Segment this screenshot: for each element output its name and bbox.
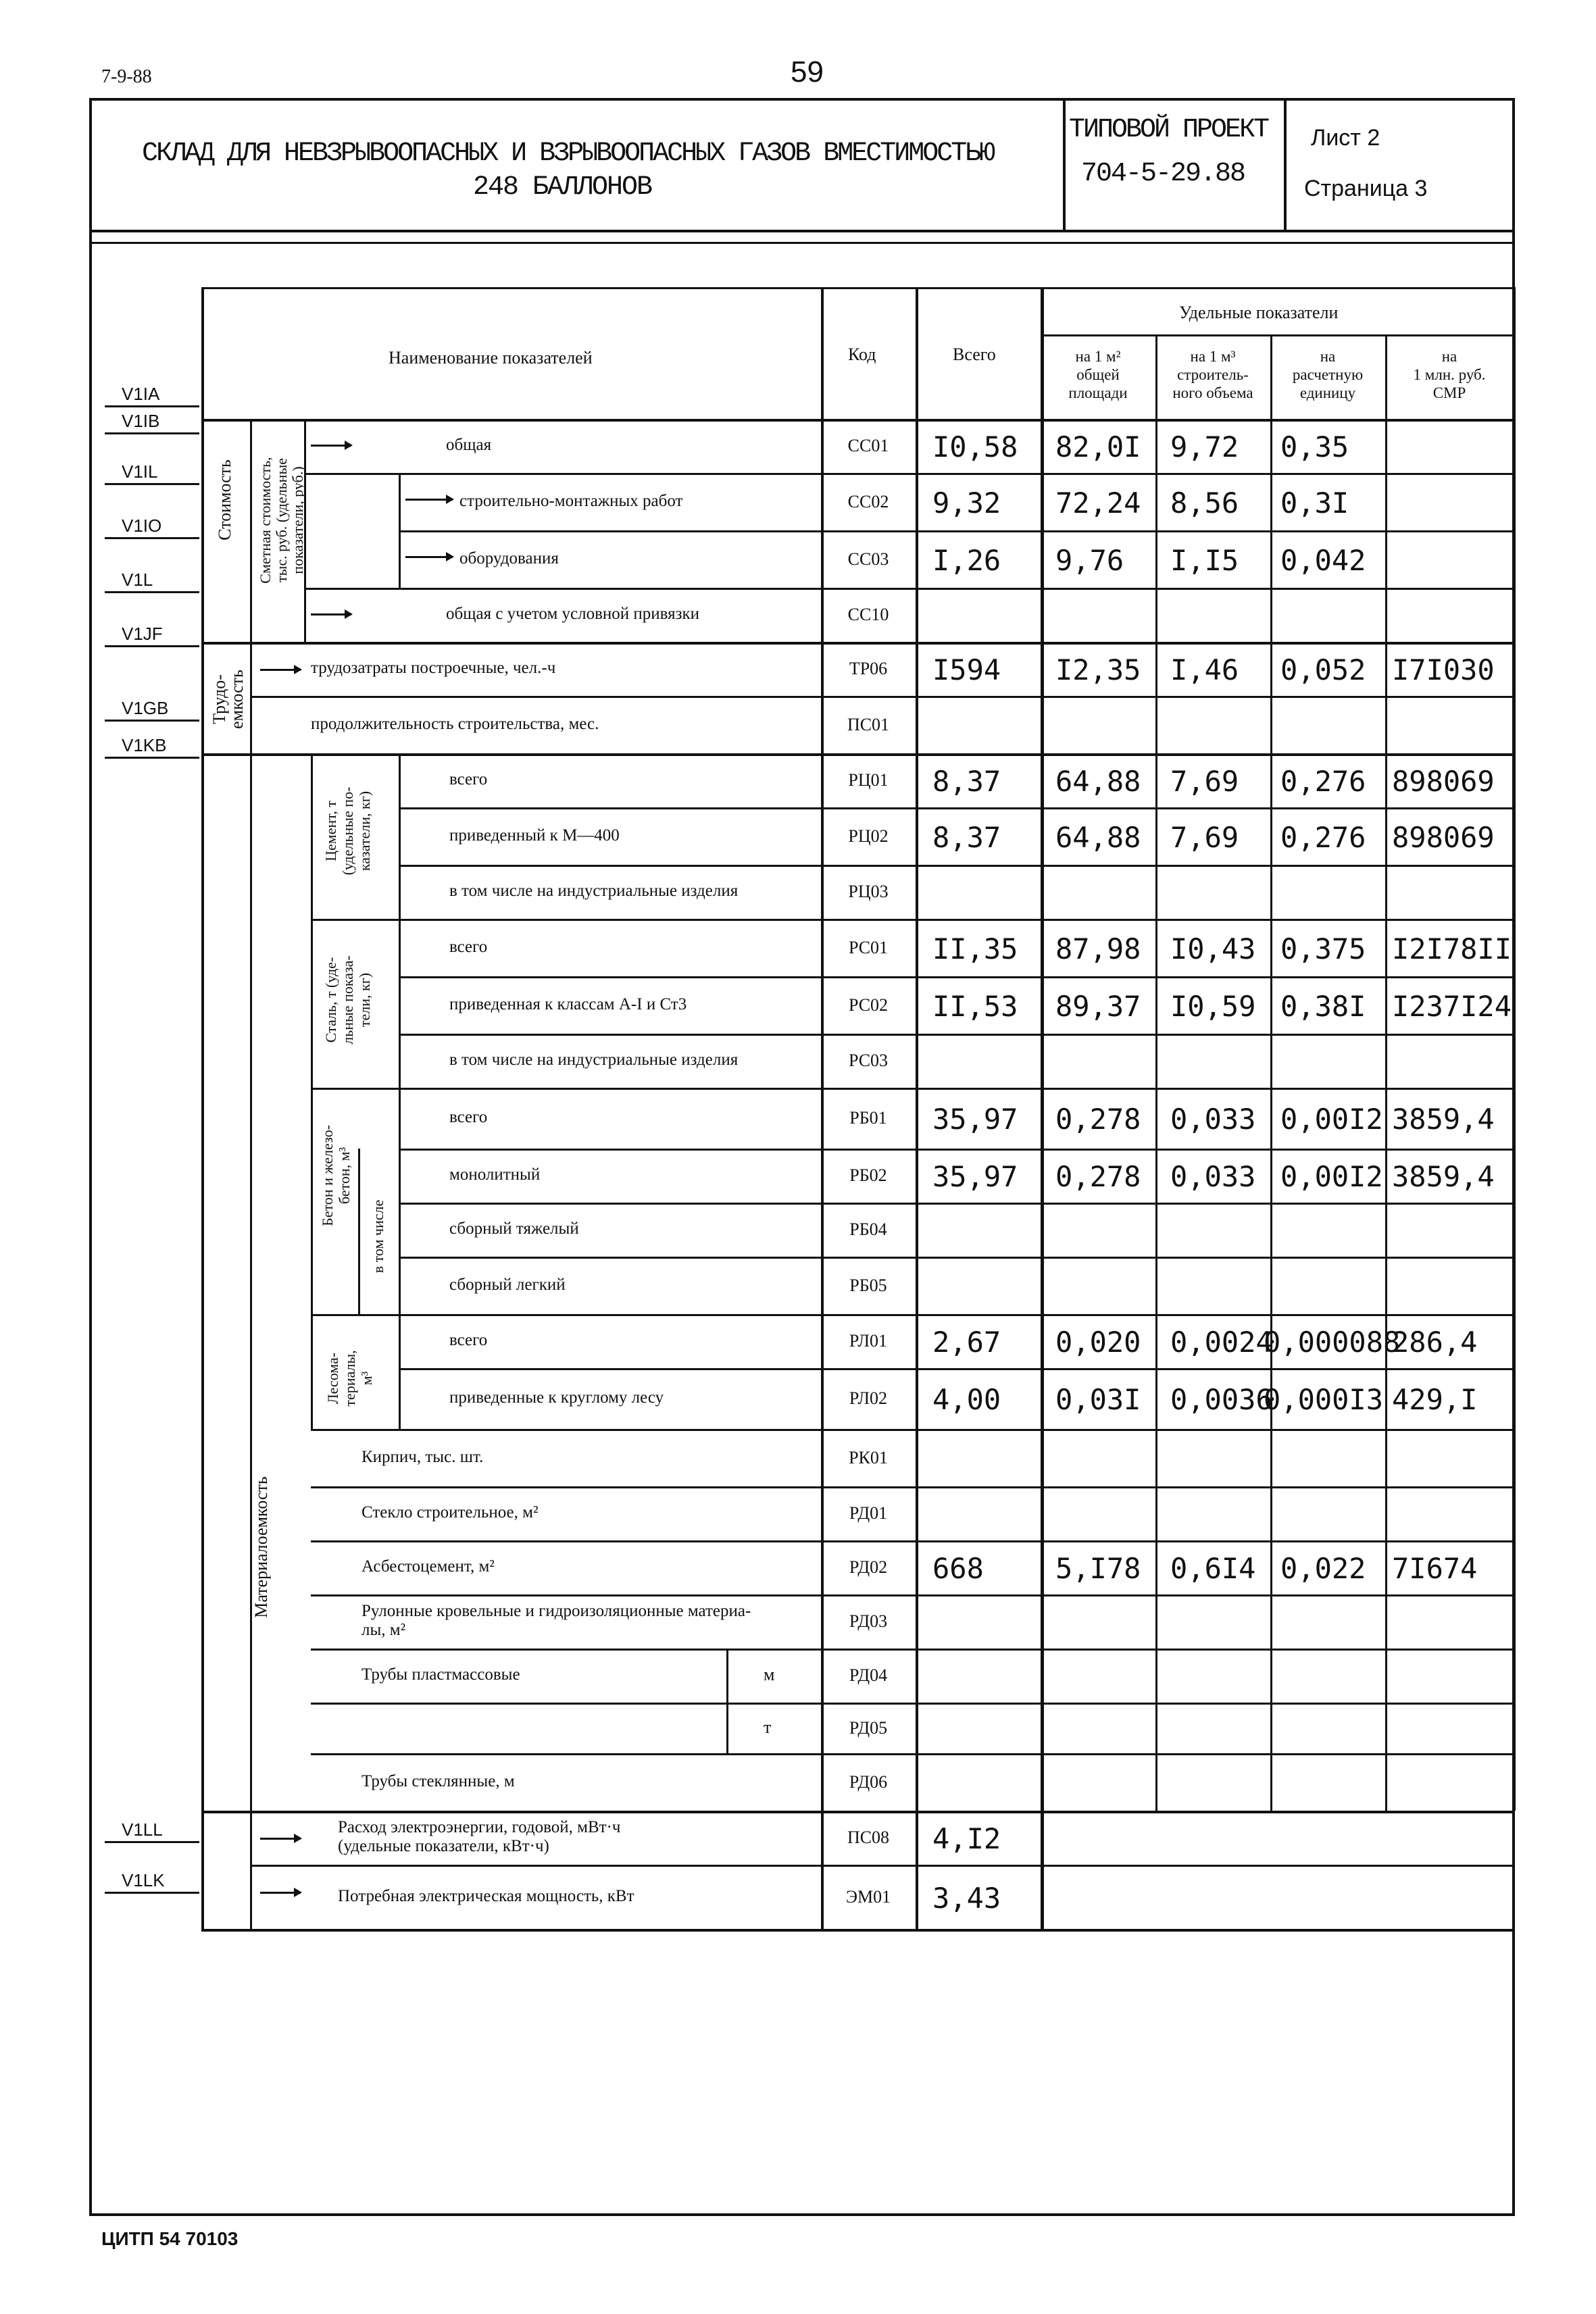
header-per-mln-l1: на (1441, 348, 1457, 365)
row-name: Асбестоцемент, м² (361, 1557, 495, 1576)
row-line (399, 1149, 1514, 1151)
leader-arrow (405, 556, 453, 558)
row-line (399, 1429, 1514, 1431)
row-code: РД04 (849, 1665, 888, 1685)
row-name: всего (449, 1331, 488, 1349)
side-code: V1KB (122, 735, 167, 755)
row-unit: 0,3I (1280, 486, 1349, 520)
header-per-m3-l1: на 1 м³ (1190, 348, 1236, 365)
inner-separator (89, 242, 1515, 244)
document-title-line1: СКЛАД ДЛЯ НЕВЗРЫВООПАСНЫХ И ВЗРЫВООПАСНЫХ ГАЗОВ ВМЕСТИМОСТЬЮ (142, 139, 994, 169)
row-m3: 0,0036 (1170, 1383, 1273, 1416)
row-line (399, 1314, 1514, 1316)
row-line (311, 1811, 1514, 1813)
document-title-line2: 248 БАЛЛОНОВ (473, 172, 652, 203)
material-sub-divider (311, 753, 313, 919)
row-code: ПС01 (847, 714, 890, 734)
row-unit: 0,042 (1280, 543, 1366, 577)
group-steel-l1: Сталь, т (уде- (322, 957, 339, 1043)
row-name-line2: (удельные показатели, кВт·ч) (338, 1837, 549, 1855)
row-code: РБ01 (849, 1108, 887, 1128)
row-name-line1: Рулонные кровельные и гидроизоляционные материа- (361, 1602, 751, 1620)
row-mln: I237I24 (1392, 989, 1512, 1023)
row-code: РС01 (848, 937, 889, 957)
row-unit: 0,38I (1280, 989, 1366, 1023)
side-code: V1IA (122, 384, 160, 404)
row-mln: 898069 (1392, 820, 1495, 854)
row-code: РД06 (849, 1771, 888, 1792)
row-code: ПС08 (847, 1828, 890, 1847)
table-bottom-border (201, 1929, 1514, 1932)
row-m2: 87,98 (1055, 932, 1141, 965)
row-name: приведенные к круглому лесу (449, 1388, 664, 1407)
side-code: V1IL (122, 461, 158, 482)
row-unit: 0,000088 (1264, 1326, 1401, 1359)
row-m2: 0,03I (1055, 1383, 1141, 1416)
group-concrete-l1: Бетон и железо- (319, 1125, 336, 1226)
group-cost-sub-l1: Сметная стоимость, (257, 457, 274, 584)
row-line (250, 696, 1514, 698)
side-code-underline (105, 757, 199, 759)
row-line (399, 976, 1514, 978)
row-line (399, 530, 1514, 532)
group-cement-l3: казатели, кг) (356, 790, 373, 872)
row-total: 35,97 (932, 1160, 1018, 1193)
material-sub-divider (311, 1088, 313, 1314)
row-name-line1: Расход электроэнергии, годовой, мВт·ч (338, 1818, 621, 1836)
row-m2: 72,24 (1055, 486, 1141, 520)
row-line (399, 1034, 1514, 1036)
page-label: Страница 3 (1304, 176, 1428, 201)
footer-code: ЦИТП 54 70103 (101, 2228, 239, 2249)
row-m2: 0,278 (1055, 1103, 1141, 1136)
row-line (311, 1703, 1514, 1705)
leader-arrow (311, 445, 351, 447)
header-name: Наименование показателей (389, 348, 593, 368)
row-code: РБ02 (849, 1165, 887, 1185)
group-cement-l1: Цемент, т (322, 801, 339, 861)
row-m2: 64,88 (1055, 765, 1141, 798)
header-per-m2-l2: общей (1076, 366, 1120, 383)
leader-arrow (260, 1838, 301, 1840)
concrete-incl-divider (358, 1149, 360, 1314)
leader-arrow (311, 613, 351, 615)
group-steel-l3: тели, кг) (356, 972, 373, 1028)
row-name: в том числе на индустриальные изделия (449, 882, 739, 900)
row-unit: 0,052 (1280, 653, 1366, 686)
group-timber-l1: Лесома- (324, 1352, 341, 1405)
row-m2: 89,37 (1055, 989, 1141, 1023)
doc-code: 7-9-88 (101, 66, 152, 87)
row-line (399, 865, 1514, 867)
row-line (311, 1540, 1514, 1542)
group-line-cost (201, 642, 1514, 645)
title-divider-2 (1284, 98, 1287, 232)
project-number: 704-5-29.88 (1081, 159, 1245, 189)
group-cement-l2: (удельные по- (339, 786, 356, 876)
group-labor-l2: емкость (227, 670, 247, 729)
mln-col-left (1385, 334, 1387, 1811)
header-per-m3-l3: ного объема (1172, 384, 1253, 401)
row-name: общая (446, 436, 492, 454)
row-m3: I0,59 (1170, 989, 1256, 1023)
row-name: оборудования (459, 549, 559, 568)
row-line (311, 1753, 1514, 1755)
total-col-left (916, 287, 918, 1929)
row-total: 4,00 (932, 1383, 1001, 1416)
header-code: Код (848, 345, 876, 364)
side-code: V1LK (122, 1870, 165, 1890)
side-code-underline (105, 720, 199, 722)
row-code: РС02 (848, 995, 889, 1015)
row-total: 2,67 (932, 1326, 1001, 1359)
side-code-underline (105, 1841, 199, 1843)
row-m3: 9,72 (1170, 430, 1239, 463)
row-mln: 429,I (1392, 1383, 1478, 1416)
row-m2: 5,I78 (1055, 1552, 1141, 1585)
row-mln: 286,4 (1392, 1326, 1478, 1359)
row-code: РД02 (849, 1557, 888, 1577)
row-code: РЦ01 (848, 770, 889, 790)
row-code: РБ04 (849, 1219, 887, 1239)
row-unit: 0,00I2 (1280, 1160, 1383, 1193)
row-line (399, 1203, 1514, 1205)
row-m3: 0,033 (1170, 1160, 1256, 1193)
row-unit: 0,375 (1280, 932, 1366, 965)
row-code: РС03 (848, 1051, 889, 1070)
group-material-label: Материалоемкость (251, 1476, 271, 1618)
group-timber-l2: териалы, (341, 1350, 358, 1407)
row-name: строительно-монтажных работ (459, 491, 683, 510)
side-code: V1L (122, 570, 153, 590)
row-m2: 0,278 (1055, 1160, 1141, 1193)
row-mln: 3859,4 (1392, 1160, 1495, 1193)
row-unit: 0,00I2 (1280, 1103, 1383, 1136)
row-total: 4,I2 (932, 1822, 1001, 1855)
row-code: СС10 (847, 605, 889, 624)
side-code-underline (105, 1892, 199, 1894)
table-left-border (201, 287, 204, 1929)
header-per-unit-l2: расчетную (1292, 366, 1364, 383)
row-name: Стекло строительное, м² (361, 1503, 539, 1521)
header-per-m2-l1: на 1 м² (1075, 348, 1121, 365)
row-unit: 0,276 (1280, 765, 1366, 798)
row-total: 9,32 (932, 486, 1001, 520)
row-m2: 82,0I (1055, 430, 1141, 463)
group-labor-l1: Трудо- (209, 674, 229, 724)
row-name: Трубы стеклянные, м (361, 1771, 515, 1790)
row-unit: т (764, 1717, 772, 1737)
header-per-mln-l3: СМР (1432, 384, 1466, 401)
row-code: РК01 (849, 1447, 888, 1467)
row-code: ЭМ01 (845, 1886, 891, 1907)
row-total: II,35 (932, 932, 1018, 965)
row-unit: м (764, 1665, 775, 1684)
header-bottom-line (201, 419, 1514, 422)
leader-arrow (260, 1892, 301, 1894)
header-per-m2-l3: площади (1068, 384, 1128, 401)
row-m2: 9,76 (1055, 543, 1124, 577)
row-line (399, 1368, 1514, 1370)
leader-arrow (260, 669, 301, 671)
leader-arrow (405, 499, 453, 501)
row-mln: I7I030 (1392, 653, 1495, 686)
row-code: СС01 (847, 436, 889, 455)
group-cost-label: Стоимость (215, 459, 234, 540)
row-code: СС03 (847, 549, 889, 569)
row-name: сборный легкий (449, 1275, 566, 1294)
title-divider-1 (1063, 98, 1066, 232)
row-m3: 0,033 (1170, 1103, 1256, 1136)
row-code: РЛ01 (849, 1331, 888, 1351)
sheet-number: Лист 2 (1311, 125, 1380, 151)
row-code: ТР06 (849, 659, 888, 678)
row-line (399, 1257, 1514, 1259)
row-mln: 7I674 (1392, 1552, 1478, 1585)
row-name: приведенный к М—400 (449, 826, 620, 845)
group-concrete-incl: в том числе (370, 1199, 386, 1274)
row-name: Потребная электрическая мощность, кВт (338, 1886, 634, 1905)
project-label: ТИПОВОЙ ПРОЕКТ (1069, 115, 1268, 145)
row-line (399, 919, 1514, 921)
header-per-unit-l1: на (1320, 348, 1336, 365)
specific-header-line (1041, 334, 1514, 336)
row-m3: I,I5 (1170, 543, 1239, 577)
cost-group-divider (250, 419, 252, 642)
equipment-subdivider (399, 473, 401, 588)
row-m2: I2,35 (1055, 653, 1141, 686)
row-total: 35,97 (932, 1103, 1018, 1136)
row-line (399, 1088, 1514, 1090)
row-unit: 0,35 (1280, 430, 1349, 463)
row-total: 3,43 (932, 1881, 1001, 1915)
row-name: в том числе на индустриальные изделия (449, 1051, 739, 1069)
row-unit: 0,000I3 (1264, 1383, 1384, 1416)
row-name: всего (449, 937, 488, 956)
side-code: V1IB (122, 411, 160, 431)
row-line (311, 1594, 1514, 1596)
group-timber-l3: м³ (358, 1371, 375, 1386)
row-m3: I,46 (1170, 653, 1239, 686)
row-name: приведенная к классам А-I и Ст3 (449, 995, 687, 1013)
row-total: I,26 (932, 543, 1001, 577)
material-sub-divider (311, 919, 313, 1088)
material-inner-divider (399, 1088, 401, 1314)
title-block-bottom-line (89, 230, 1515, 232)
row-m3: 0,6I4 (1170, 1552, 1256, 1585)
row-name: всего (449, 770, 488, 788)
header-per-mln-l2: 1 млн. руб. (1413, 366, 1486, 383)
row-line (399, 807, 1514, 809)
unit-col-left (1270, 334, 1272, 1811)
total-col-right (1041, 287, 1044, 1929)
group-cost-sub-l2: тыс. руб. (удельные (273, 458, 290, 583)
row-total: II,53 (932, 989, 1018, 1023)
material-inner-divider (399, 753, 401, 919)
row-name-line2: лы, м² (361, 1621, 406, 1639)
row-code: РД03 (849, 1611, 888, 1631)
side-code-underline (105, 483, 199, 485)
row-name: сборный тяжелый (449, 1219, 579, 1238)
sheet-frame (89, 98, 1515, 2216)
row-name: всего (449, 1108, 488, 1126)
page-number: 59 (791, 55, 824, 89)
row-unit: 0,276 (1280, 820, 1366, 854)
row-mln: 898069 (1392, 765, 1495, 798)
row-m3: 7,69 (1170, 820, 1239, 854)
side-code-underline (105, 591, 199, 593)
header-specific: Удельные показатели (1179, 303, 1339, 322)
group-cost-sub-l3: показатели, руб.) (289, 466, 306, 574)
row-mln: I2I78II (1392, 932, 1512, 965)
header-per-m3-l2: строитель- (1177, 366, 1249, 383)
row-line (250, 1865, 1514, 1867)
material-group-divider (250, 753, 252, 1811)
row-total: 8,37 (932, 820, 1001, 854)
row-code: РЦ02 (848, 826, 889, 846)
row-line (311, 1486, 1514, 1488)
pipes-unit-divider (726, 1649, 728, 1753)
table-top-border (201, 287, 1514, 289)
row-line (304, 473, 1514, 475)
row-m2: 64,88 (1055, 820, 1141, 854)
header-per-unit-l3: единицу (1299, 384, 1356, 401)
side-code-underline (105, 537, 199, 539)
row-total: I594 (932, 653, 1001, 686)
row-m3: 0,0024 (1170, 1326, 1273, 1359)
table-right-border (1514, 287, 1516, 1811)
group-concrete-l2: бетон, м³ (336, 1147, 353, 1205)
row-name: продолжительность строительства, мес. (311, 714, 599, 733)
row-code: РД01 (849, 1503, 888, 1523)
row-code: РЦ03 (848, 882, 889, 901)
side-code: V1LL (122, 1819, 163, 1840)
material-inner-divider (399, 1314, 401, 1429)
header-total: Всего (953, 345, 996, 364)
group-steel-l2: льные показа- (339, 955, 356, 1045)
row-name: Кирпич, тыс. шт. (361, 1447, 484, 1466)
row-unit: 0,022 (1280, 1552, 1366, 1585)
side-code: V1JF (122, 624, 163, 644)
row-m3: 8,56 (1170, 486, 1239, 520)
m3-col-left (1155, 334, 1157, 1811)
side-code-underline (105, 405, 199, 407)
row-m3: 7,69 (1170, 765, 1239, 798)
material-inner-divider (399, 919, 401, 1088)
row-line (304, 588, 1514, 590)
row-m3: I0,43 (1170, 932, 1256, 965)
side-code-underline (105, 432, 199, 434)
row-name: монолитный (449, 1165, 541, 1184)
row-name: общая с учетом условной привязки (446, 605, 700, 623)
side-code: V1GB (122, 698, 169, 718)
row-total: 8,37 (932, 765, 1001, 798)
side-code: V1IO (122, 515, 162, 536)
col-line (250, 1811, 252, 1929)
row-line (311, 1649, 1514, 1651)
row-code: РБ05 (849, 1275, 887, 1295)
row-code: СС02 (847, 491, 889, 511)
row-name: трудозатраты построечные, чел.-ч (311, 659, 556, 677)
row-total: I0,58 (932, 430, 1018, 463)
row-code: РЛ02 (849, 1388, 888, 1408)
row-total: 668 (932, 1552, 984, 1585)
row-mln: 3859,4 (1392, 1103, 1495, 1136)
row-m2: 0,020 (1055, 1326, 1141, 1359)
material-sub-divider (311, 1314, 313, 1429)
row-code: РД05 (849, 1717, 888, 1738)
row-name: Трубы пластмассовые (361, 1665, 520, 1684)
side-code-underline (105, 645, 199, 647)
